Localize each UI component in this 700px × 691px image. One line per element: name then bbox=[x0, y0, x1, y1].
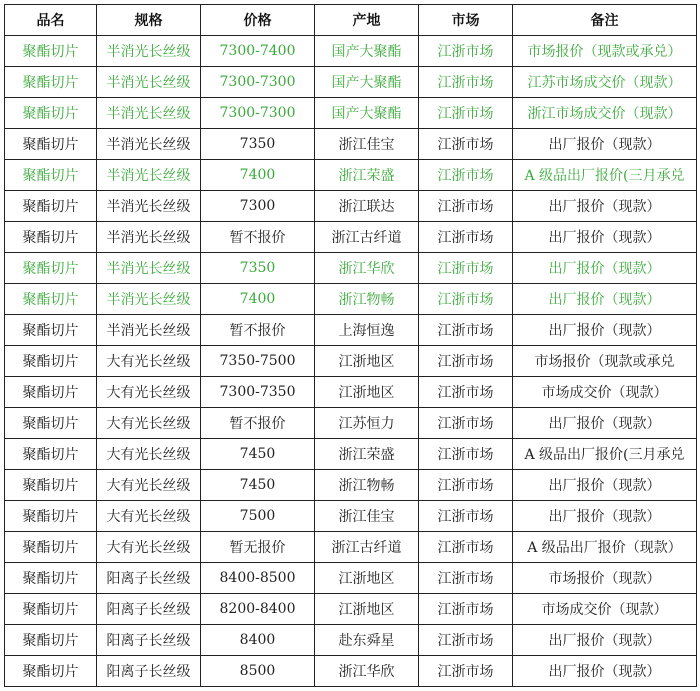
cell-note: 出厂报价（现款） bbox=[513, 129, 697, 160]
cell-origin: 浙江华欣 bbox=[315, 656, 419, 687]
cell-product-name: 聚酯切片 bbox=[5, 470, 97, 501]
cell-price: 7350 bbox=[201, 129, 315, 160]
table-row bbox=[5, 284, 697, 315]
cell-product-name: 聚酯切片 bbox=[5, 129, 97, 160]
cell-origin: 浙江华欣 bbox=[315, 253, 419, 284]
header-market: 市场 bbox=[419, 5, 513, 36]
cell-spec: 半消光长丝级 bbox=[97, 36, 201, 67]
cell-product-name: 聚酯切片 bbox=[5, 563, 97, 594]
cell-price: 7300 bbox=[201, 191, 315, 222]
price-table bbox=[4, 4, 697, 687]
cell-price: 暂无报价 bbox=[201, 532, 315, 563]
cell-origin: 江浙地区 bbox=[315, 377, 419, 408]
cell-product-name: 聚酯切片 bbox=[5, 284, 97, 315]
cell-spec: 大有光长丝级 bbox=[97, 377, 201, 408]
table-row bbox=[5, 98, 697, 129]
cell-product-name: 聚酯切片 bbox=[5, 253, 97, 284]
cell-note: 出厂报价（现款） bbox=[513, 222, 697, 253]
cell-market: 江浙市场 bbox=[419, 253, 513, 284]
cell-price: 7350 bbox=[201, 253, 315, 284]
cell-spec: 半消光长丝级 bbox=[97, 191, 201, 222]
cell-note: 出厂报价（现款） bbox=[513, 408, 697, 439]
cell-origin: 浙江物畅 bbox=[315, 284, 419, 315]
cell-market: 江浙市场 bbox=[419, 377, 513, 408]
table-row bbox=[5, 439, 697, 470]
cell-price: 8200-8400 bbox=[201, 594, 315, 625]
cell-market: 江浙市场 bbox=[419, 656, 513, 687]
cell-note: 出厂报价（现款） bbox=[513, 470, 697, 501]
cell-origin: 江浙地区 bbox=[315, 594, 419, 625]
cell-product-name: 聚酯切片 bbox=[5, 501, 97, 532]
cell-spec: 阳离子长丝级 bbox=[97, 563, 201, 594]
cell-origin: 浙江古纤道 bbox=[315, 532, 419, 563]
table-row bbox=[5, 222, 697, 253]
cell-spec: 大有光长丝级 bbox=[97, 346, 201, 377]
cell-origin: 上海恒逸 bbox=[315, 315, 419, 346]
header-spec: 规格 bbox=[97, 5, 201, 36]
cell-market: 江浙市场 bbox=[419, 222, 513, 253]
cell-price: 7300-7300 bbox=[201, 67, 315, 98]
cell-price: 7500 bbox=[201, 501, 315, 532]
table-row bbox=[5, 67, 697, 98]
table-row bbox=[5, 253, 697, 284]
table-row bbox=[5, 160, 697, 191]
table-row bbox=[5, 563, 697, 594]
cell-note: 出厂报价（现款） bbox=[513, 315, 697, 346]
cell-origin: 浙江荣盛 bbox=[315, 160, 419, 191]
cell-spec: 阳离子长丝级 bbox=[97, 625, 201, 656]
cell-origin: 国产大聚酯 bbox=[315, 67, 419, 98]
cell-product-name: 聚酯切片 bbox=[5, 532, 97, 563]
cell-note: 江苏市场成交价（现款） bbox=[513, 67, 697, 98]
cell-spec: 半消光长丝级 bbox=[97, 315, 201, 346]
cell-product-name: 聚酯切片 bbox=[5, 439, 97, 470]
price-table-container bbox=[4, 4, 696, 687]
cell-price: 8500 bbox=[201, 656, 315, 687]
cell-price: 暂不报价 bbox=[201, 222, 315, 253]
header-origin: 产地 bbox=[315, 5, 419, 36]
table-row bbox=[5, 594, 697, 625]
cell-product-name: 聚酯切片 bbox=[5, 98, 97, 129]
table-row bbox=[5, 408, 697, 439]
cell-spec: 大有光长丝级 bbox=[97, 501, 201, 532]
cell-product-name: 聚酯切片 bbox=[5, 191, 97, 222]
cell-product-name: 聚酯切片 bbox=[5, 377, 97, 408]
cell-price: 8400 bbox=[201, 625, 315, 656]
cell-note: A 级品出厂报价(三月承兑 bbox=[513, 160, 697, 191]
cell-note: 出厂报价（现款） bbox=[513, 253, 697, 284]
cell-note: A 级品出厂报价（现款） bbox=[513, 532, 697, 563]
cell-price: 7300-7300 bbox=[201, 98, 315, 129]
cell-product-name: 聚酯切片 bbox=[5, 222, 97, 253]
table-header bbox=[5, 5, 697, 36]
cell-spec: 半消光长丝级 bbox=[97, 253, 201, 284]
cell-price: 7450 bbox=[201, 470, 315, 501]
cell-origin: 国产大聚酯 bbox=[315, 98, 419, 129]
cell-spec: 半消光长丝级 bbox=[97, 98, 201, 129]
table-row bbox=[5, 129, 697, 160]
cell-market: 江浙市场 bbox=[419, 625, 513, 656]
cell-market: 江浙市场 bbox=[419, 191, 513, 222]
cell-origin: 浙江联达 bbox=[315, 191, 419, 222]
table-row bbox=[5, 346, 697, 377]
cell-product-name: 聚酯切片 bbox=[5, 315, 97, 346]
cell-market: 江浙市场 bbox=[419, 67, 513, 98]
cell-market: 江浙市场 bbox=[419, 594, 513, 625]
cell-market: 江浙市场 bbox=[419, 501, 513, 532]
table-row bbox=[5, 36, 697, 67]
cell-price: 7400 bbox=[201, 284, 315, 315]
table-row bbox=[5, 532, 697, 563]
cell-price: 7350-7500 bbox=[201, 346, 315, 377]
cell-origin: 浙江荣盛 bbox=[315, 439, 419, 470]
cell-origin: 浙江佳宝 bbox=[315, 129, 419, 160]
table-row bbox=[5, 377, 697, 408]
header-note: 备注 bbox=[513, 5, 697, 36]
cell-market: 江浙市场 bbox=[419, 532, 513, 563]
cell-market: 江浙市场 bbox=[419, 563, 513, 594]
cell-price: 7300-7400 bbox=[201, 36, 315, 67]
header-product-name: 品名 bbox=[5, 5, 97, 36]
header-row bbox=[5, 5, 697, 36]
cell-note: 市场报价（现款或承兑） bbox=[513, 36, 697, 67]
table-body bbox=[5, 36, 697, 687]
cell-spec: 半消光长丝级 bbox=[97, 284, 201, 315]
cell-market: 江浙市场 bbox=[419, 470, 513, 501]
cell-note: 出厂报价（现款） bbox=[513, 284, 697, 315]
cell-market: 江浙市场 bbox=[419, 36, 513, 67]
cell-product-name: 聚酯切片 bbox=[5, 408, 97, 439]
cell-spec: 半消光长丝级 bbox=[97, 160, 201, 191]
cell-market: 江浙市场 bbox=[419, 315, 513, 346]
cell-note: 市场成交价（现款） bbox=[513, 594, 697, 625]
cell-market: 江浙市场 bbox=[419, 98, 513, 129]
cell-note: A 级品出厂报价(三月承兑 bbox=[513, 439, 697, 470]
cell-note: 浙江市场成交价（现款） bbox=[513, 98, 697, 129]
cell-origin: 赴东舜星 bbox=[315, 625, 419, 656]
table-row bbox=[5, 625, 697, 656]
cell-spec: 阳离子长丝级 bbox=[97, 656, 201, 687]
cell-market: 江浙市场 bbox=[419, 129, 513, 160]
table-row bbox=[5, 315, 697, 346]
cell-note: 出厂报价（现款） bbox=[513, 656, 697, 687]
cell-price: 7300-7350 bbox=[201, 377, 315, 408]
cell-spec: 半消光长丝级 bbox=[97, 129, 201, 160]
cell-note: 出厂报价（现款） bbox=[513, 191, 697, 222]
cell-market: 江浙市场 bbox=[419, 284, 513, 315]
cell-market: 江浙市场 bbox=[419, 408, 513, 439]
cell-market: 江浙市场 bbox=[419, 346, 513, 377]
cell-spec: 半消光长丝级 bbox=[97, 67, 201, 98]
cell-price: 暂不报价 bbox=[201, 408, 315, 439]
table-row bbox=[5, 501, 697, 532]
cell-origin: 江苏恒力 bbox=[315, 408, 419, 439]
header-price: 价格 bbox=[201, 5, 315, 36]
cell-spec: 大有光长丝级 bbox=[97, 532, 201, 563]
table-row bbox=[5, 470, 697, 501]
cell-price: 7450 bbox=[201, 439, 315, 470]
cell-note: 市场报价（现款或承兑 bbox=[513, 346, 697, 377]
cell-product-name: 聚酯切片 bbox=[5, 160, 97, 191]
cell-product-name: 聚酯切片 bbox=[5, 67, 97, 98]
cell-market: 江浙市场 bbox=[419, 160, 513, 191]
table-row bbox=[5, 656, 697, 687]
cell-origin: 浙江佳宝 bbox=[315, 501, 419, 532]
cell-product-name: 聚酯切片 bbox=[5, 656, 97, 687]
cell-origin: 浙江古纤道 bbox=[315, 222, 419, 253]
cell-market: 江浙市场 bbox=[419, 439, 513, 470]
cell-note: 出厂报价（现款） bbox=[513, 625, 697, 656]
cell-spec: 大有光长丝级 bbox=[97, 439, 201, 470]
cell-origin: 江浙地区 bbox=[315, 563, 419, 594]
cell-note: 市场成交价（现款） bbox=[513, 377, 697, 408]
cell-origin: 江浙地区 bbox=[315, 346, 419, 377]
cell-origin: 浙江物畅 bbox=[315, 470, 419, 501]
cell-spec: 大有光长丝级 bbox=[97, 408, 201, 439]
cell-origin: 国产大聚酯 bbox=[315, 36, 419, 67]
cell-spec: 半消光长丝级 bbox=[97, 222, 201, 253]
cell-price: 暂不报价 bbox=[201, 315, 315, 346]
cell-note: 出厂报价（现款） bbox=[513, 501, 697, 532]
cell-price: 8400-8500 bbox=[201, 563, 315, 594]
cell-product-name: 聚酯切片 bbox=[5, 346, 97, 377]
cell-product-name: 聚酯切片 bbox=[5, 625, 97, 656]
cell-product-name: 聚酯切片 bbox=[5, 594, 97, 625]
table-row bbox=[5, 191, 697, 222]
cell-product-name: 聚酯切片 bbox=[5, 36, 97, 67]
cell-price: 7400 bbox=[201, 160, 315, 191]
cell-spec: 阳离子长丝级 bbox=[97, 594, 201, 625]
cell-note: 市场报价（现款） bbox=[513, 563, 697, 594]
cell-spec: 大有光长丝级 bbox=[97, 470, 201, 501]
